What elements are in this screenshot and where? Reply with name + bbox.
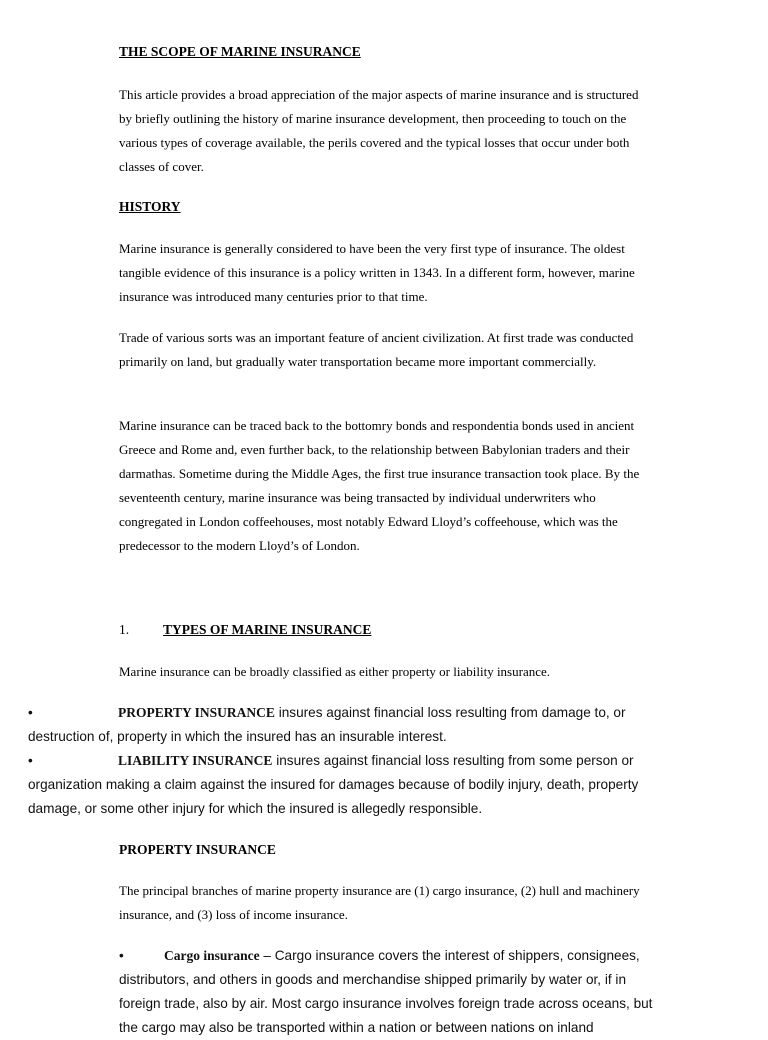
section-heading-history: HISTORY	[119, 199, 181, 214]
bullet-text: – Cargo insurance covers the interest of shippers, consignees, distributors, and others in goods and merchandise shipped primarily by water or, if in foreign trade, also by air. Most cargo insurance involves foreign trade across oceans, but the cargo may also be transported within a nation or between nations on inland	[119, 948, 653, 1035]
section-number: 1.	[119, 622, 130, 637]
document-title: THE SCOPE OF MARINE INSURANCE	[119, 44, 361, 59]
bullet-liability-insurance	[28, 749, 658, 821]
history-paragraph-3: Marine insurance can be traced back to the bottomry bonds and respondentia bonds used in ancient Greece and Rome and, even further back, to the relationship between Babylonian traders and their darmathas. Sometime during the Middle Ages, the first true insurance transaction took place. By the seventeenth century, marine insurance was being transacted by individual underwriters who congregated in London coffeehouses, most notably Edward Lloyd’s coffeehouse, which was the predecessor to the modern Lloyd’s of London.	[119, 418, 640, 553]
property-paragraph: The principal branches of marine property insurance are (1) cargo insurance, (2) hull and machinery insurance, and (3) loss of income insurance.	[119, 883, 640, 922]
history-paragraph-1: Marine insurance is generally considered to have been the very first type of insurance. The oldest tangible evidence of this insurance is a policy written in 1343. In a different form, however, marine insurance was introduced many centuries prior to that time.	[119, 241, 635, 304]
section-heading-property: PROPERTY INSURANCE	[119, 842, 276, 857]
bullet-term: PROPERTY INSURANCE	[118, 705, 275, 720]
bullet-term: Cargo insurance	[164, 948, 260, 963]
bullet-text: insures against financial loss resulting from some person or organization making a claim against the insured for damages because of bodily injury, death, property damage, or some other injury for which the insured is allegedly responsible.	[28, 753, 639, 816]
bullet-cargo-insurance	[119, 944, 659, 1040]
section-heading-types: TYPES OF MARINE INSURANCE	[163, 622, 372, 637]
bullet-mark: •	[119, 948, 124, 963]
types-intro: Marine insurance can be broadly classified as either property or liability insurance.	[119, 664, 551, 679]
bullet-term: LIABILITY INSURANCE	[118, 753, 273, 768]
bullet-mark: •	[28, 705, 33, 720]
intro-paragraph: This article provides a broad appreciation of the major aspects of marine insurance and is structured by briefly outlining the history of marine insurance development, then proceeding to touch on the various types of coverage available, the perils covered and the typical losses that occur under both classes of cover.	[119, 87, 639, 174]
bullet-mark: •	[28, 753, 33, 768]
bullet-property-insurance	[28, 701, 658, 749]
bullet-text: insures against financial loss resulting from damage to, or destruction of, property in which the insured has an insurable interest.	[28, 705, 626, 744]
history-paragraph-2: Trade of various sorts was an important feature of ancient civilization. At first trade was conducted primarily on land, but gradually water transportation became more important commercially.	[119, 330, 634, 369]
